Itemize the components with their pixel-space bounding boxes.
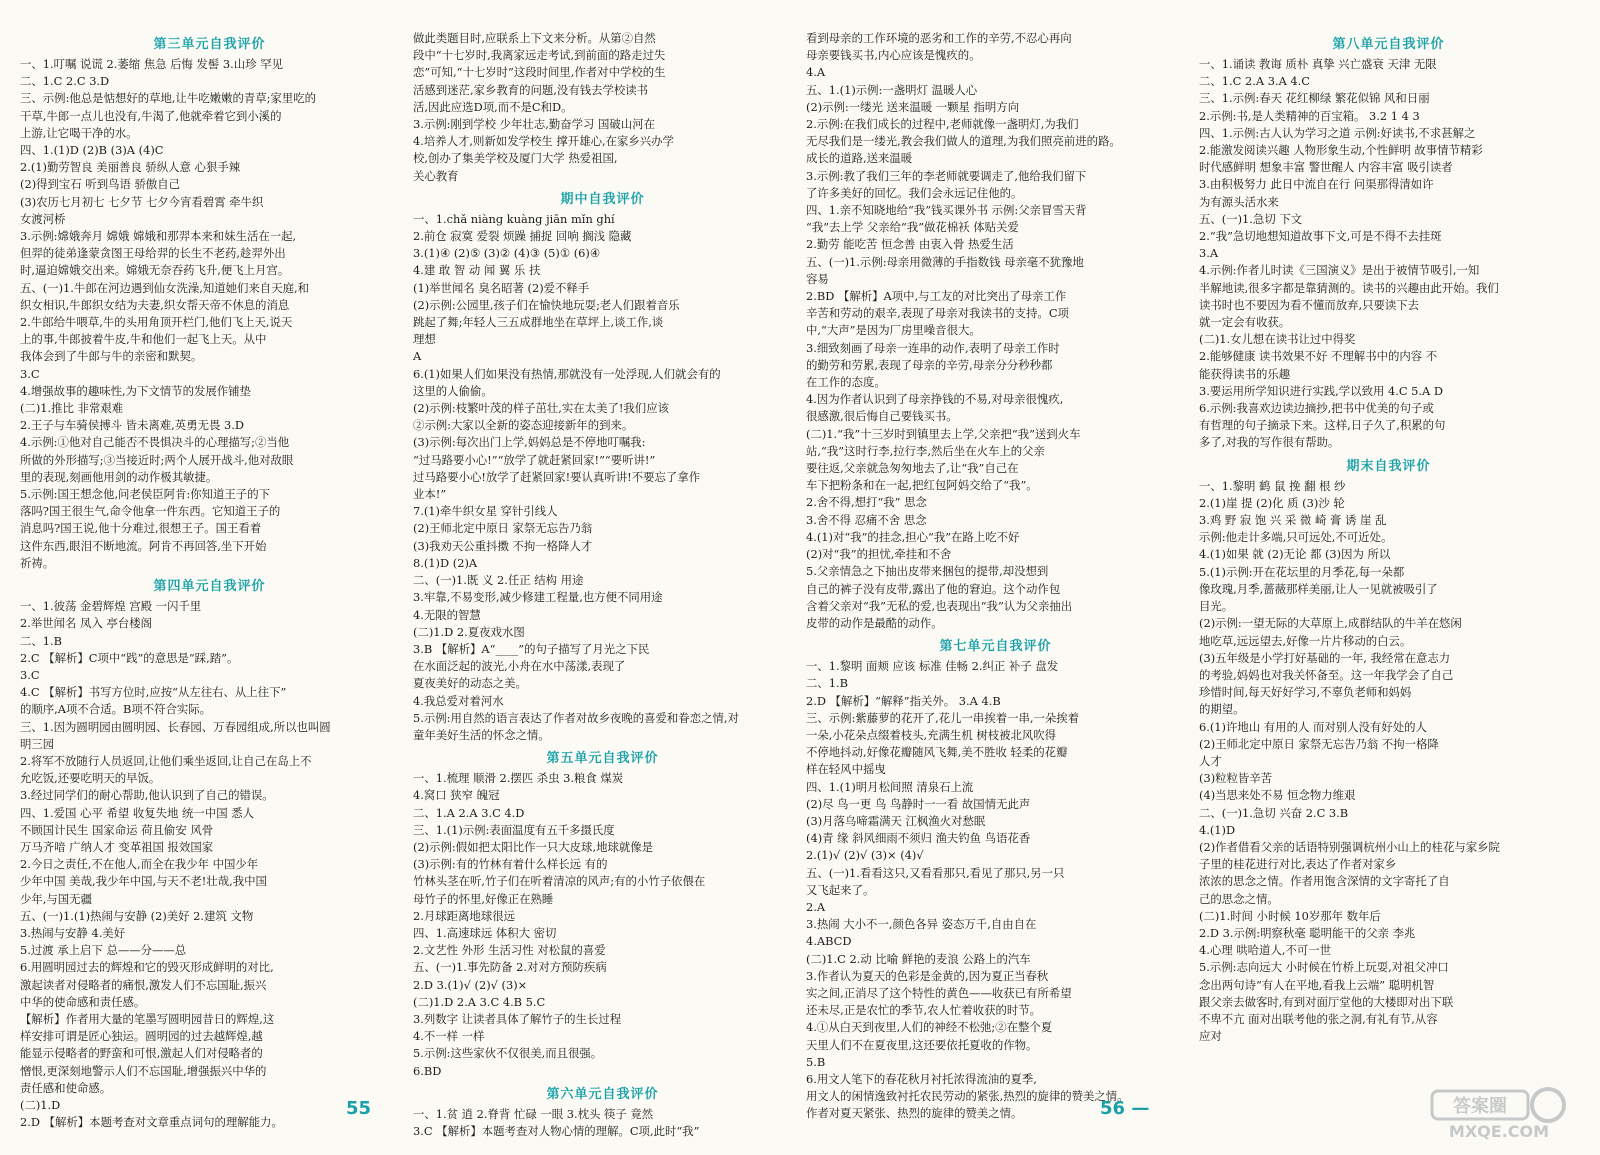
answer-line: 上的事,牛郎披着牛皮,牛和他们一起飞上天。从中: [20, 332, 267, 347]
answer-line: 夏夜美好的动态之美。: [413, 676, 527, 691]
answer-line: 4.ABCD: [806, 934, 852, 949]
answer-line: 读书时也不要因为看不懂而放弃,只要读下去: [1199, 297, 1420, 312]
answer-line: “我”去上学 父亲给“我”做花棉袄 体贴关爱: [806, 220, 1019, 235]
answer-line: 2.牛郎给牛喂草,牛的头用角顶开栏门,他们飞上天,说天: [20, 315, 293, 330]
answer-line: 己的思念之情。: [1199, 891, 1279, 906]
answer-line: 时代感鲜明 想象丰富 警世醒人 内容丰富 吸引读者: [1199, 160, 1453, 175]
answer-line: 2.D 【解析】“解释”指关外。 3.A 4.B: [806, 693, 1001, 708]
answer-section: [413, 1083, 792, 1140]
answer-line: 4.A: [806, 65, 826, 80]
answer-line: 五、(一)1.(1)热闹与安静 (2)美好 2.建筑 文物: [20, 908, 254, 923]
watermark-logo: [1424, 1083, 1574, 1141]
answer-line: (二)1.D: [20, 1097, 61, 1112]
answer-line: 车下把粉条和在一起,把红包阿妈交给了“我”。: [806, 478, 1038, 493]
answer-line: 4.无限的智慧: [413, 607, 481, 622]
answer-line: 4.①从白天到夜里,人们的神经不松弛;②在整个夏: [806, 1020, 1053, 1035]
column-2: [413, 30, 792, 1138]
answer-line: 四、1.高速球远 体积大 密切: [413, 925, 557, 940]
answer-section: [806, 635, 1185, 1122]
answer-line: 的期望。: [1199, 702, 1245, 717]
answer-line: 半解地读,很多字都是靠猜测的。读书的兴趣由此开始。我们: [1199, 280, 1499, 295]
answer-line: 的考验,妈妈也对我关怀备至。这一年我学会了自己: [1199, 667, 1454, 682]
answer-line: (3)示例:有的竹林有着什么样长远 有的: [413, 857, 608, 872]
answer-line: 3.由积极努力 此日中流自在行 问渠那得清如许: [1199, 177, 1434, 192]
answer-line: 3.A: [1199, 246, 1219, 261]
answer-line: 2.(1)勤劳智良 美丽善良 骄纵人意 心狠手辣: [20, 160, 241, 175]
answer-line: 4.示例:作者儿时读《三国演义》是出于被情节吸引,一知: [1199, 263, 1480, 278]
answer-line: 恋”可知,“十七岁时”这段时间里,作者对中学校的生: [413, 65, 666, 80]
answer-line: (2)王师北定中原日 家祭无忘告乃翁 不拘一格降: [1199, 736, 1439, 751]
answer-line: 皮带的动作是最酷的动作。: [806, 615, 943, 630]
answer-line: 3.C 【解析】本题考查对人物心情的理解。C项,此时“我”: [413, 1123, 700, 1138]
answer-line: 6.(1)许地山 有用的人 而对别人没有好处的人: [1199, 719, 1427, 734]
answer-line: 一、1.chǎ niàng kuàng jiān mǐn ghí: [413, 211, 615, 226]
column-4: [1199, 30, 1578, 1090]
answer-line: (3)月落乌啼霜满天 江枫渔火对愁眠: [806, 813, 986, 828]
answer-line: 五、(一)1.示例:母亲用微薄的手指数钱 母亲毫不犹豫地: [806, 254, 1084, 269]
answer-line: 祈祷。: [20, 555, 55, 570]
answer-line: 万马齐喑 广纳人才 变革祖国 报效国家: [20, 839, 214, 854]
answer-line: 4.增强故事的趣味性,为下文情节的发展作铺垫: [20, 383, 251, 398]
answer-line: 成长的道路,送来温暖: [806, 151, 913, 166]
answer-line: 三、示例:他总是惦想好的草地,让牛吃嫩嫩的青草;家里吃的: [20, 91, 317, 106]
answer-line: 4.我总爱对着河水: [413, 693, 504, 708]
answer-line: 理想: [413, 332, 436, 347]
answer-line: 四、1.亲不知晓地给“我”钱买课外书 示例:父亲冒雪天背: [806, 203, 1087, 218]
answer-line: 站,“我”这时行李,拉行李,然后坐在火车上的父亲: [806, 443, 1045, 458]
answer-line: 4.因为作者认识到了母亲挣钱的不易,对母亲很愧疚,: [806, 392, 1064, 407]
answer-line: 竹林头茎在听,竹子们在听着清凉的风声;有的小竹子依偎在: [413, 874, 706, 889]
section-heading: 第五单元自我评价: [546, 751, 659, 767]
answer-line: 2.舍不得,想打“我” 思念: [806, 495, 927, 510]
answer-line: (3)我劝天公重抖擞 不拘一格降人才: [413, 538, 593, 553]
answer-line: 2.前仓 寂寞 爱裂 烦躁 捕捉 回响 搁浅 隐藏: [413, 229, 632, 244]
answer-line: 二、1.B: [806, 676, 849, 691]
answer-section: [413, 188, 792, 744]
answer-line: 2.能激发阅读兴趣 人物形象生动,个性鲜明 故事情节精彩: [1199, 143, 1483, 158]
answer-line: 三、1.示例:春天 花红柳绿 繁花似锦 风和日丽: [1199, 91, 1430, 106]
answer-line: 一、1.黎明 鹤 鼠 挽 翻 根 纱: [1199, 478, 1346, 493]
answer-line: 二、1.A 2.A 3.C 4.D: [413, 805, 525, 820]
answer-line: 3.要运用所学知识进行实践,学以致用 4.C 5.A D: [1199, 383, 1444, 398]
answer-line: 3.B 【解析】A“____”的句子描写了月光之下民: [413, 641, 650, 656]
answer-line: (2)对“我”的担忧,牵挂和不舍: [806, 547, 952, 562]
answer-line: 5.示例:国王想念他,问老侯臣阿肯:你知道王子的下: [20, 487, 270, 502]
answer-line: 2.D 3.(1)√ (2)√ (3)×: [413, 977, 528, 992]
answer-line: 五、(一)1.急切 下文: [1199, 211, 1303, 226]
answer-line: 允吃饭,还要吃明天的早饭。: [20, 771, 161, 786]
answer-line: 我体会到了牛郎与牛的亲密和默契。: [20, 349, 203, 364]
answer-line: (二)1.时间 小时候 10岁那年 数年后: [1199, 908, 1381, 923]
answer-line: 业本!”: [413, 487, 447, 502]
answer-line: (二)1.推比 非常艰难: [20, 401, 124, 416]
answer-line: (二)1.D 2.夏夜戏水图: [413, 624, 525, 639]
answer-line: 5.示例:志向远大 小时候在竹桥上玩耍,对祖父冲口: [1199, 960, 1449, 975]
answer-line: (2)示例:枝繁叶茂的样子茁壮,实在太美了!我们应该: [413, 401, 669, 416]
answer-line: (3)粒粒皆辛苦: [1199, 771, 1273, 786]
answer-line: 二、1.B: [20, 633, 63, 648]
answer-line: 作者对夏天紧张、热烈的旋律的赞美之情。: [806, 1106, 1023, 1121]
answer-line: 2.示例:书,是人类精神的百宝箱。 3.2 1 4 3: [1199, 108, 1420, 123]
answer-line: 少年,与国无疆: [20, 891, 92, 906]
answer-line: 的顺序,A项不合适。B项不符合实际。: [20, 702, 212, 717]
answer-line: 4.示例:①他对自己能否不畏惧决斗的心理描写;②当他: [20, 435, 290, 450]
answer-line: 二、(一)1.既 义 2.任正 结构 用途: [413, 573, 584, 588]
answer-line: 时,逼迫嫦娥交出来。嫦娥无奈吞药飞升,便飞上月宫。: [20, 263, 290, 278]
section-heading: 第六单元自我评价: [546, 1086, 659, 1102]
answer-line: 实之间,正消尽了这个特性的黄色——收获已有所希望: [806, 985, 1072, 1000]
answer-line: 2.王子与车骑侯搏斗 皆未离难,英勇无畏 3.D: [20, 418, 244, 433]
answer-line: 6.(1)如果人们如果没有热情,那就没有一处浮现,人们就会有的: [413, 366, 721, 381]
answer-line: 3.舍不得 忍痛不舍 思念: [806, 512, 927, 527]
answer-line: (1)举世闻名 臭名昭著 (2)爱不释手: [413, 280, 590, 295]
answer-line: (2)示例:一缕光 送来温暖 一颗星 指明方向: [806, 99, 1020, 114]
answer-line: 6.用圆明园过去的辉煌和它的毁灭形成鲜明的对比,: [20, 960, 274, 975]
answer-line: 3.热闹与安静 4.美好: [20, 925, 126, 940]
answer-line: “过马路要小心!”“放学了就赶紧回家!”“要听讲!”: [413, 452, 656, 467]
answer-line: 干草,牛郎一点儿也没有,牛渴了,他就牵着它到小溪的: [20, 108, 282, 123]
answer-line: 2.文艺性 外形 生活习性 对松鼠的喜爱: [413, 943, 606, 958]
answer-line: 又飞起来了。: [806, 882, 875, 897]
answer-line: 3.热闹 大小不一,颜色各异 姿态万千,自由自在: [806, 917, 1037, 932]
answer-line: 珍惜时间,每天好好学习,不辜负老师和妈妈: [1199, 685, 1412, 700]
answer-line: 2.(1)√ (2)√ (3)× (4)√: [806, 848, 924, 863]
answer-line: 2.勤劳 能吃苦 恒念善 由衷入骨 热爱生活: [806, 237, 1014, 252]
answer-line: 2.BD 【解析】A项中,与工友的对比突出了母亲工作: [806, 289, 1067, 304]
answer-line: 为有源头活水来: [1199, 194, 1279, 209]
answer-line: 样在轻风中摇曳: [806, 762, 886, 777]
answer-line: 母竹子的怀里,好像正在熟睡: [413, 891, 554, 906]
answer-line: 5.示例:这些家伙不仅很美,而且很强。: [413, 1046, 603, 1061]
answer-line: 2.D 3.示例:明察秋毫 聪明能干的父亲 李兆: [1199, 925, 1416, 940]
answer-line: (3)示例:每次出门上学,妈妈总是不停地叮嘱我:: [413, 435, 646, 450]
answer-line: 3.C: [20, 667, 40, 682]
answer-line: 【解析】作者用大量的笔墨写圆明园昔日的辉煌,这: [20, 1011, 275, 1026]
answer-line: 就一定会有收获。: [1199, 315, 1291, 330]
answer-line: (2)示例:假如把太阳比作一只大皮球,地球就像是: [413, 839, 654, 854]
answer-line: 四、1.(1)D (2)B (3)A (4)C: [20, 143, 164, 158]
answer-line: 三、1.(1)示例:表面温度有五千多摄氏度: [413, 822, 615, 837]
answer-line: 不停地抖动,好像花瓣随风飞舞,美不胜收 轻柔的花瓣: [806, 745, 1068, 760]
answer-line: 织女相识,牛郎织女结为夫妻,织女帮天帝不休息的消息: [20, 297, 290, 312]
answer-line: 2.“我”急切地想知道故事下文,可是不得不去挂斑: [1199, 229, 1442, 244]
answer-line: (二)1.女儿想在读书让过中得奖: [1199, 332, 1356, 347]
answer-line: 6.用文人笔下的春花秋月衬托浓得流油的夏季,: [806, 1071, 1037, 1086]
answer-line: 2.能够健康 读书效果不好 不理解书中的内容 不: [1199, 349, 1438, 364]
answer-line: 3.牢靠,不易变形,减少修建工程量,也方便不同用途: [413, 590, 663, 605]
answer-line: 3.C: [20, 366, 40, 381]
answer-line: 多了,对我的写作很有帮助。: [1199, 435, 1340, 450]
answer-line: 不卑不亢 面对出联考他的张之洞,有礼有节,从容: [1199, 1011, 1438, 1026]
answer-section: [20, 575, 399, 1131]
answer-line: 3.示例:教了我们三年的李老师就要调走了,他给我们留下: [806, 168, 1087, 183]
answer-line: 2.月球距离地球很远: [413, 908, 515, 923]
answer-line: 女渡河桥: [20, 211, 66, 226]
answer-line: (3)五年级是小学打好基础的一年, 我经常在意志力: [1199, 650, 1451, 665]
section-heading: 第四单元自我评价: [153, 579, 266, 595]
answer-line: 段中“十七岁时,我离家远走考试,到前面的路走过失: [413, 48, 666, 63]
answer-line: 4.不一样 一样: [413, 1029, 485, 1044]
answer-line: 4.C 【解析】书写方位时,应按“从左往右、从上往下”: [20, 685, 287, 700]
answer-line: 消息吗?国王说,他十分难过,很想王子。国王看着: [20, 521, 262, 536]
answer-line: 上游,让它喝干净的水。: [20, 125, 138, 140]
answer-line: 二、1.C 2.C 3.D: [20, 74, 110, 89]
answer-line: 四、1.示例:古人认为学习之道 示例:好读书,不求甚解之: [1199, 125, 1476, 140]
answer-line: 子里的桂花进行对比,表达了作者对家乡: [1199, 857, 1397, 872]
answer-line: (2)得到宝石 听到鸟语 骄傲自己: [20, 177, 181, 192]
answer-line: (二)1.C 2.动 比喻 鲜艳的麦浪 公路上的汽车: [806, 951, 1031, 966]
answer-line: 五、(一)1.看看这只,又看看那只,看见了那只,另一只: [806, 865, 1065, 880]
answer-line: 用文人的闲情逸致衬托农民劳动的紧张,热烈的旋律的赞美之情。: [806, 1089, 1129, 1104]
answer-line: 3.列数字 让读者具体了解竹子的生长过程: [413, 1011, 622, 1026]
answer-line: 3.鸡 野 寂 饱 兴 采 微 崎 膏 诱 崖 乱: [1199, 513, 1387, 528]
answer-line: 一、1.诵读 教诲 质朴 真挚 兴亡盛衰 天津 无限: [1199, 57, 1437, 71]
section-heading: 期中自我评价: [560, 191, 645, 207]
answer-line: 还未尽,正是农忙的季节,农人忙着收获的时节。: [806, 1003, 1042, 1018]
answer-line: 2.(1)崖 提 (2)化 质 (3)沙 轮: [1199, 495, 1345, 510]
answer-line: 含着父亲对“我”无私的爱,也表现出“我”认为父亲抽出: [806, 598, 1073, 613]
answer-line: 5.父亲情急之下抽出皮带来捆包的提带,却没想到: [806, 564, 1049, 579]
answer-line: 看到母亲的工作环境的恶劣和工作的辛劳,不忍心再向: [806, 31, 1072, 45]
section-heading: 第三单元自我评价: [153, 37, 266, 52]
answer-line: 要往返,父亲就急匆匆地去了,让“我”自己在: [806, 461, 1019, 476]
answer-line: 天里人们不在夏夜里,这还要依托夏收的作物。: [806, 1037, 1038, 1052]
answer-line: 四、1.爱国 心平 希望 收复失地 统一中国 悉人: [20, 805, 255, 820]
answer-line: 2.将军不放随行人员返回,让他们乘坐返回,让自己在岛上不: [20, 753, 312, 768]
answer-line: 一、1.叮嘱 说谎 2.萎缩 焦急 后悔 发髻 3.山珍 罕见: [20, 57, 283, 71]
answer-line: 4.建 敢 智 动 闻 翼 乐 扶: [413, 263, 541, 278]
answer-line: 2.举世闻名 凤入 亭台楼阁: [20, 616, 153, 631]
answer-line: 2.A: [806, 899, 826, 914]
answer-line: 4.(1)对“我”的挂念,担心“我”在路上吃不好: [806, 529, 1020, 544]
answer-line: 容易: [806, 271, 829, 286]
answer-line: 5.(1)示例:开在花坛里的月季花,每一朵都: [1199, 564, 1405, 579]
answer-line: (4)当思来处不易 恒念物力维艰: [1199, 788, 1356, 803]
answer-section: [1199, 455, 1578, 1046]
answer-line: 示例:他走计多端,只可远处,不可近处。: [1199, 530, 1393, 545]
answer-line: 二、(一)1.急切 兴奋 2.C 3.B: [1199, 805, 1349, 820]
answer-line: 应对: [1199, 1029, 1222, 1044]
section-heading: 第八单元自我评价: [1332, 37, 1445, 52]
answer-line: 很感激,很后悔自己要钱买书。: [806, 409, 958, 424]
answer-line: (3)农历七月初七 七夕节 七夕今宵看碧霄 牵牛织: [20, 194, 264, 209]
answer-section: [413, 747, 792, 1080]
answer-line: 3.细致刻画了母亲一连串的动作,表明了母亲工作时: [806, 340, 1060, 355]
answer-line: (二)1.D 2.A 3.C 4.B 5.C: [413, 994, 546, 1009]
answer-line: 地吃草,远远望去,好像一片片移动的白云。: [1199, 633, 1412, 648]
answer-line: 目光。: [1199, 599, 1234, 614]
answer-line: 但羿的徒弟逢蒙贪图王母给羿的长生不老药,趁羿外出: [20, 246, 286, 261]
answer-line: 所做的外形描写;③当接近时;两个人展开战斗,他对敌眼: [20, 452, 294, 467]
answer-line: 三、示例:紫藤萝的花开了,花儿一串挨着一串,一朵挨着: [806, 710, 1080, 725]
answer-line: ②示例:大家以全新的姿态迎接新年的到来。: [413, 418, 634, 433]
answer-line: 在工作的态度。: [806, 375, 886, 390]
answer-line: 五、(一)1.牛郎在河边遇到仙女洗澡,知道她们来自天庭,和: [20, 280, 309, 295]
answer-line: 激起读者对侵略者的痛恨,激发人们不忘国耻,振兴: [20, 977, 267, 992]
answer-line: 一朵,小花朵点缀着枝头,充满生机 树枝被北风吹得: [806, 727, 1057, 742]
answer-line: 念出两句诗“有人在平地,看我上云端” 聪明机智: [1199, 977, 1435, 992]
answer-line: 8.(1)D (2)A: [413, 555, 478, 570]
answer-line: 关心教育: [413, 168, 459, 183]
answer-line: 少年中国 美哉,我少年中国,与天不老!壮哉,我中国: [20, 874, 267, 889]
answer-line: 中,“大声”是因为厂房里噪音很大。: [806, 323, 981, 338]
answer-line: 3.(1)④ (2)⑤ (3)② (4)③ (5)① (6)④: [413, 246, 601, 261]
answer-line: 过马路要小心!放学了赶紧回家!要认真听讲!不要忘了拿作: [413, 469, 701, 484]
answer-line: 辛苦和劳动的艰辛,表现了母亲对我读书的支持。C项: [806, 306, 1069, 321]
answer-line: 5.过渡 承上启下 总——分——总: [20, 943, 187, 958]
answer-line: 一、1.贫 逍 2.脊背 忙碌 一眼 3.枕头 筷子 竟然: [413, 1106, 654, 1121]
answer-line: 不顾国计民生 国家命运 荷且偷安 风骨: [20, 822, 214, 837]
answer-line: 7.(1)牵牛织女星 穿针引线人: [413, 504, 558, 519]
watermark-text: MXQE.COM: [1448, 1122, 1550, 1141]
answer-line: 有哲理的句子摘录下来。这样,日子久了,积累的句: [1199, 418, 1446, 433]
answer-line: 3.示例:刚到学校 少年壮志,勤奋学习 国破山河在: [413, 117, 655, 132]
answer-line: 能显示侵略者的野蛮和可恨,激起人们对侵略者的: [20, 1046, 263, 1061]
page-number-left: 55: [346, 1098, 372, 1119]
answer-line: 4.(1)D: [1199, 822, 1236, 837]
answer-line: 憎恨,更深刻地警示人们不忘国耻,增强振兴中华的: [20, 1063, 267, 1078]
answer-line: 做此类题目时,应联系上下文来分析。从第②自然: [413, 31, 656, 45]
answer-line: (2)王师北定中原日 家祭无忘告乃翁: [413, 521, 593, 536]
answer-line: 3.作者认为夏天的色彩是金黄的,因为夏正当春秋: [806, 968, 1049, 983]
answer-line: 3.示例:嫦娥奔月 嫦娥 嫦娥和那羿本来和妹生活在一起,: [20, 229, 297, 244]
section-heading: 第七单元自我评价: [939, 639, 1052, 655]
answer-line: 人才: [1199, 753, 1222, 768]
answer-line: 里的表现,刻画他用剑的动作极其敏捷。: [20, 469, 218, 484]
page-number-right: 56 —: [1100, 1098, 1150, 1119]
answer-line: 一、1.彼荡 金碧辉煌 宫殿 一闪千里: [20, 599, 202, 614]
answer-line: (2)示例:公园里,孩子们在愉快地玩耍;老人们跟着音乐: [413, 297, 680, 312]
answer-line: 2.今日之责任,不在他人,而全在我少年 中国少年: [20, 857, 259, 872]
answer-line: 活感到迷茫,家乡教育的问题,没有钱去学校读书: [413, 82, 649, 97]
answer-line: 四、1.(1)明月松间照 清泉石上流: [806, 779, 974, 794]
answer-line: 2.C 【解析】C项中“践”的意思是“踩,踏”。: [20, 650, 239, 665]
watermark-brand: 答案圈: [1453, 1096, 1507, 1117]
answer-line: 无尽我们是一缕光,教会我们做人的道理,为我们照亮前进的路。: [806, 134, 1121, 149]
answer-line: (2)示例:一望无际的大草原上,成群结队的牛羊在悠闲: [1199, 616, 1462, 631]
answer-line: 6.示例:我喜欢边读边摘抄,把书中优美的句子或: [1199, 401, 1434, 416]
answer-line: 了许多美好的回忆。我们会永远记住他的。: [806, 185, 1023, 200]
answer-line: 的勤劳和劳累,表现了母亲的辛劳,母亲分分秒秒都: [806, 357, 1053, 372]
answer-line: 明三园: [20, 736, 55, 751]
answer-line: (二)1.“我”十三岁时到镇里去上学,父亲把“我”送到火车: [806, 426, 1081, 441]
answer-line: 五、1.(1)示例:一盏明灯 温暖人心: [806, 82, 978, 97]
answer-line: 活,因此应选D项,而不是C和D。: [413, 99, 573, 114]
answer-line: 跳起了舞;年轻人三五成群地坐在草坪上,谈工作,谈: [413, 315, 664, 330]
answer-line: 校,创办了集美学校及厦门大学 热爱祖国,: [413, 151, 618, 166]
answer-line: 五、(一)1.事先防备 2.对对方预防疾病: [413, 960, 607, 975]
answer-line: 能获得读书的乐趣: [1199, 366, 1291, 381]
answer-line: 像玫瑰,月季,蔷薇那样美丽,让人一见就被吸引了: [1199, 581, 1438, 596]
answer-line: A: [413, 349, 422, 364]
answer-line: 落吗?国王很生气,命令他拿一件东西。它知道王子的: [20, 504, 281, 519]
answer-line: 中华的使命感和责任感。: [20, 994, 146, 1009]
answer-line: 样安排可谓是匠心独运。圆明园的过去越辉煌,越: [20, 1029, 263, 1044]
answer-line: 3.经过同学们的耐心帮助,他认识到了自己的错误。: [20, 788, 274, 803]
answer-line: 4.培养人才,则新如发学校生 撑开雄心,在家乡兴办学: [413, 134, 674, 149]
answer-line: 这件东西,眼泪不断地流。阿肯不再回答,坐下开始: [20, 538, 267, 553]
answer-section: [1199, 33, 1578, 452]
answer-line: 自己的裤子没有皮带,露出了他的窘迫。这个动作包: [806, 581, 1061, 596]
answer-line: 二、1.C 2.A 3.A 4.C: [1199, 74, 1310, 89]
answer-line: 4.(1)如果 就 (2)无论 都 (3)因为 所以: [1199, 547, 1391, 562]
answer-line: 5.B: [806, 1054, 826, 1069]
answer-line: 5.示例:用自然的语言表达了作者对故乡夜晚的喜爱和眷恋之情,对: [413, 710, 739, 725]
answer-line: 2.示例:在我们成长的过程中,老师就像一盏明灯,为我们: [806, 117, 1079, 132]
answer-line: 2.D 【解析】本题考查对文章重点词句的理解能力。: [20, 1115, 283, 1130]
answer-line: 跟父亲去做客时,有到对面厅堂他的大楼即对出下联: [1199, 994, 1454, 1009]
answer-line: 4.心理 哄哈道人,不可一世: [1199, 943, 1332, 958]
answer-line: (2)作者借看父亲的话语特别强调杭州小山上的桂花与家乡院: [1199, 839, 1500, 854]
answer-line: 在水面泛起的波光,小舟在水中荡漾,表现了: [413, 659, 626, 674]
answer-line: 三、1.因为圆明园由圆明园、长春园、万春园组成,所以也叫圆: [20, 719, 331, 734]
answer-line: 6.BD: [413, 1063, 442, 1078]
answer-section: [413, 30, 792, 185]
answer-line: 童年美好生活的怀念之情。: [413, 727, 550, 742]
answer-line: (4)青 缘 斜风细雨不须归 渔夫钓鱼 鸟语花香: [806, 831, 1031, 846]
answer-line: 一、1.黎明 面颊 应该 标准 佳畅 2.纠正 补子 盘发: [806, 659, 1059, 674]
answer-section: [20, 33, 399, 572]
answer-line: (2)尽 鸟一更 鸟 鸟静时一一看 故国情无此声: [806, 796, 1031, 811]
answer-line: 这里的人偷偷。: [413, 383, 493, 398]
answer-line: 浓浓的思念之情。作者用饱含深情的文字寄托了自: [1199, 874, 1450, 889]
answer-line: 母亲要钱买书,内心应该是愧疚的。: [806, 48, 981, 63]
answer-section: [806, 30, 1185, 632]
answer-line: 一、1.梳理 顺滑 2.摆匹 杀虫 3.粮食 煤炭: [413, 771, 624, 786]
answer-line: 责任感和使命感。: [20, 1080, 112, 1095]
section-heading: 期末自我评价: [1346, 458, 1431, 474]
answer-line: 4.窝口 狭窄 魄冠: [413, 788, 500, 803]
